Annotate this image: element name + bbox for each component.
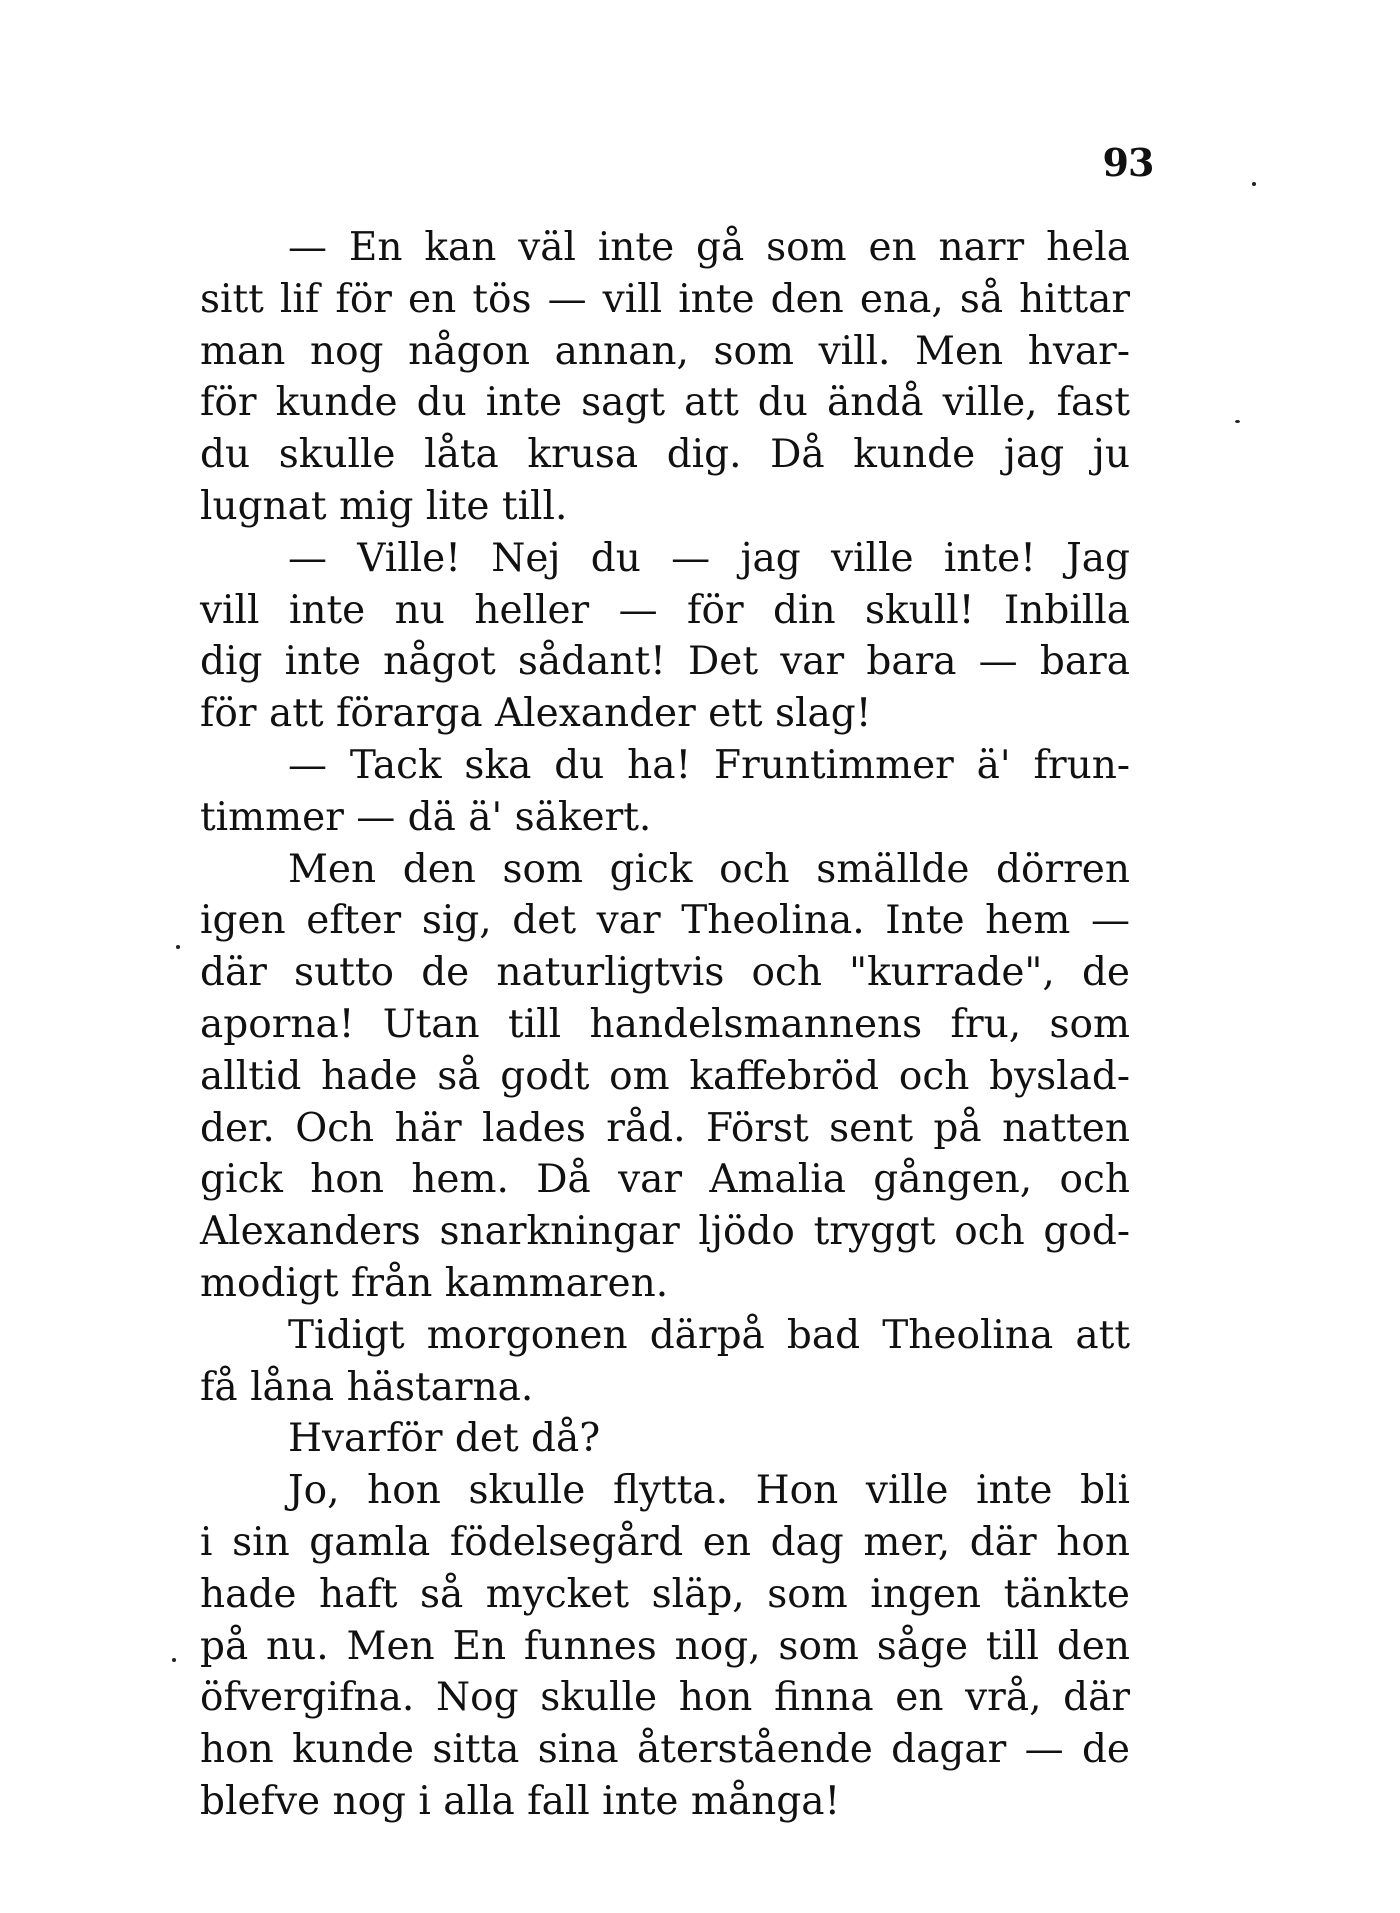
text-line: — Tack ska du ha! Fruntimmer ä' frun- [288,742,1130,788]
text-line: alltid hade så godt om kaffebröd och byslad- [200,1053,1130,1099]
text-line: Tidigt morgonen därpå bad Theolina att [288,1312,1130,1358]
text-line: man nog någon annan, som vill. Men hvar- [200,328,1130,374]
scan-speck [1235,420,1240,423]
scan-speck [1252,182,1256,186]
scan-speck [172,1658,176,1662]
text-line: — Ville! Nej du — jag ville inte! Jag [288,535,1130,581]
text-line: Jo, hon skulle flytta. Hon ville inte bli [288,1468,1130,1514]
page-number: 93 [1102,140,1154,185]
text-line: igen efter sig, det var Theolina. Inte hem — [200,898,1130,944]
body-text [200,222,1130,1828]
text-line: gick hon hem. Då var Amalia gången, och [200,1157,1130,1203]
text-line: Men den som gick och smällde dörren [288,846,1130,892]
text-line: för kunde du inte sagt att du ändå ville, fast [200,380,1130,426]
text-line: du skulle låta krusa dig. Då kunde jag ju [200,432,1130,478]
text-line: på nu. Men En funnes nog, som såge till den [200,1623,1130,1669]
text-line: modigt från kammaren. [200,1260,669,1306]
text-line: i sin gamla födelsegård en dag mer, där hon [200,1519,1130,1565]
text-line: Hvarför det då? [288,1416,601,1462]
text-line: aporna! Utan till handelsmannens fru, som [200,1001,1130,1047]
text-line: Alexanders snarkningar ljödo tryggt och god- [200,1209,1130,1255]
text-line: vill inte nu heller — för din skull! Inbilla [200,587,1130,633]
text-line: sitt lif för en tös — vill inte den ena, så hittar [200,276,1130,322]
text-line: lugnat mig lite till. [200,483,568,529]
text-line: — En kan väl inte gå som en narr hela [288,225,1130,270]
text-line: för att förarga Alexander ett slag! [200,691,872,737]
scan-speck [176,945,180,949]
text-line: få låna hästarna. [200,1364,534,1410]
text-line: hade haft så mycket släp, som ingen tänkte [200,1571,1130,1617]
text-line: blefve nog i alla fall inte många! [200,1778,841,1824]
text-line: timmer — dä ä' säkert. [200,794,652,840]
text-line: öfvergifna. Nog skulle hon finna en vrå, där [200,1675,1130,1721]
text-line: dig inte något sådant! Det var bara — bara [200,639,1130,685]
text-line: der. Och här lades råd. Först sent på natten [200,1105,1130,1151]
text-line: hon kunde sitta sina återstående dagar — de [200,1727,1130,1773]
text-line: där sutto de naturligtvis och "kurrade", de [200,950,1130,996]
